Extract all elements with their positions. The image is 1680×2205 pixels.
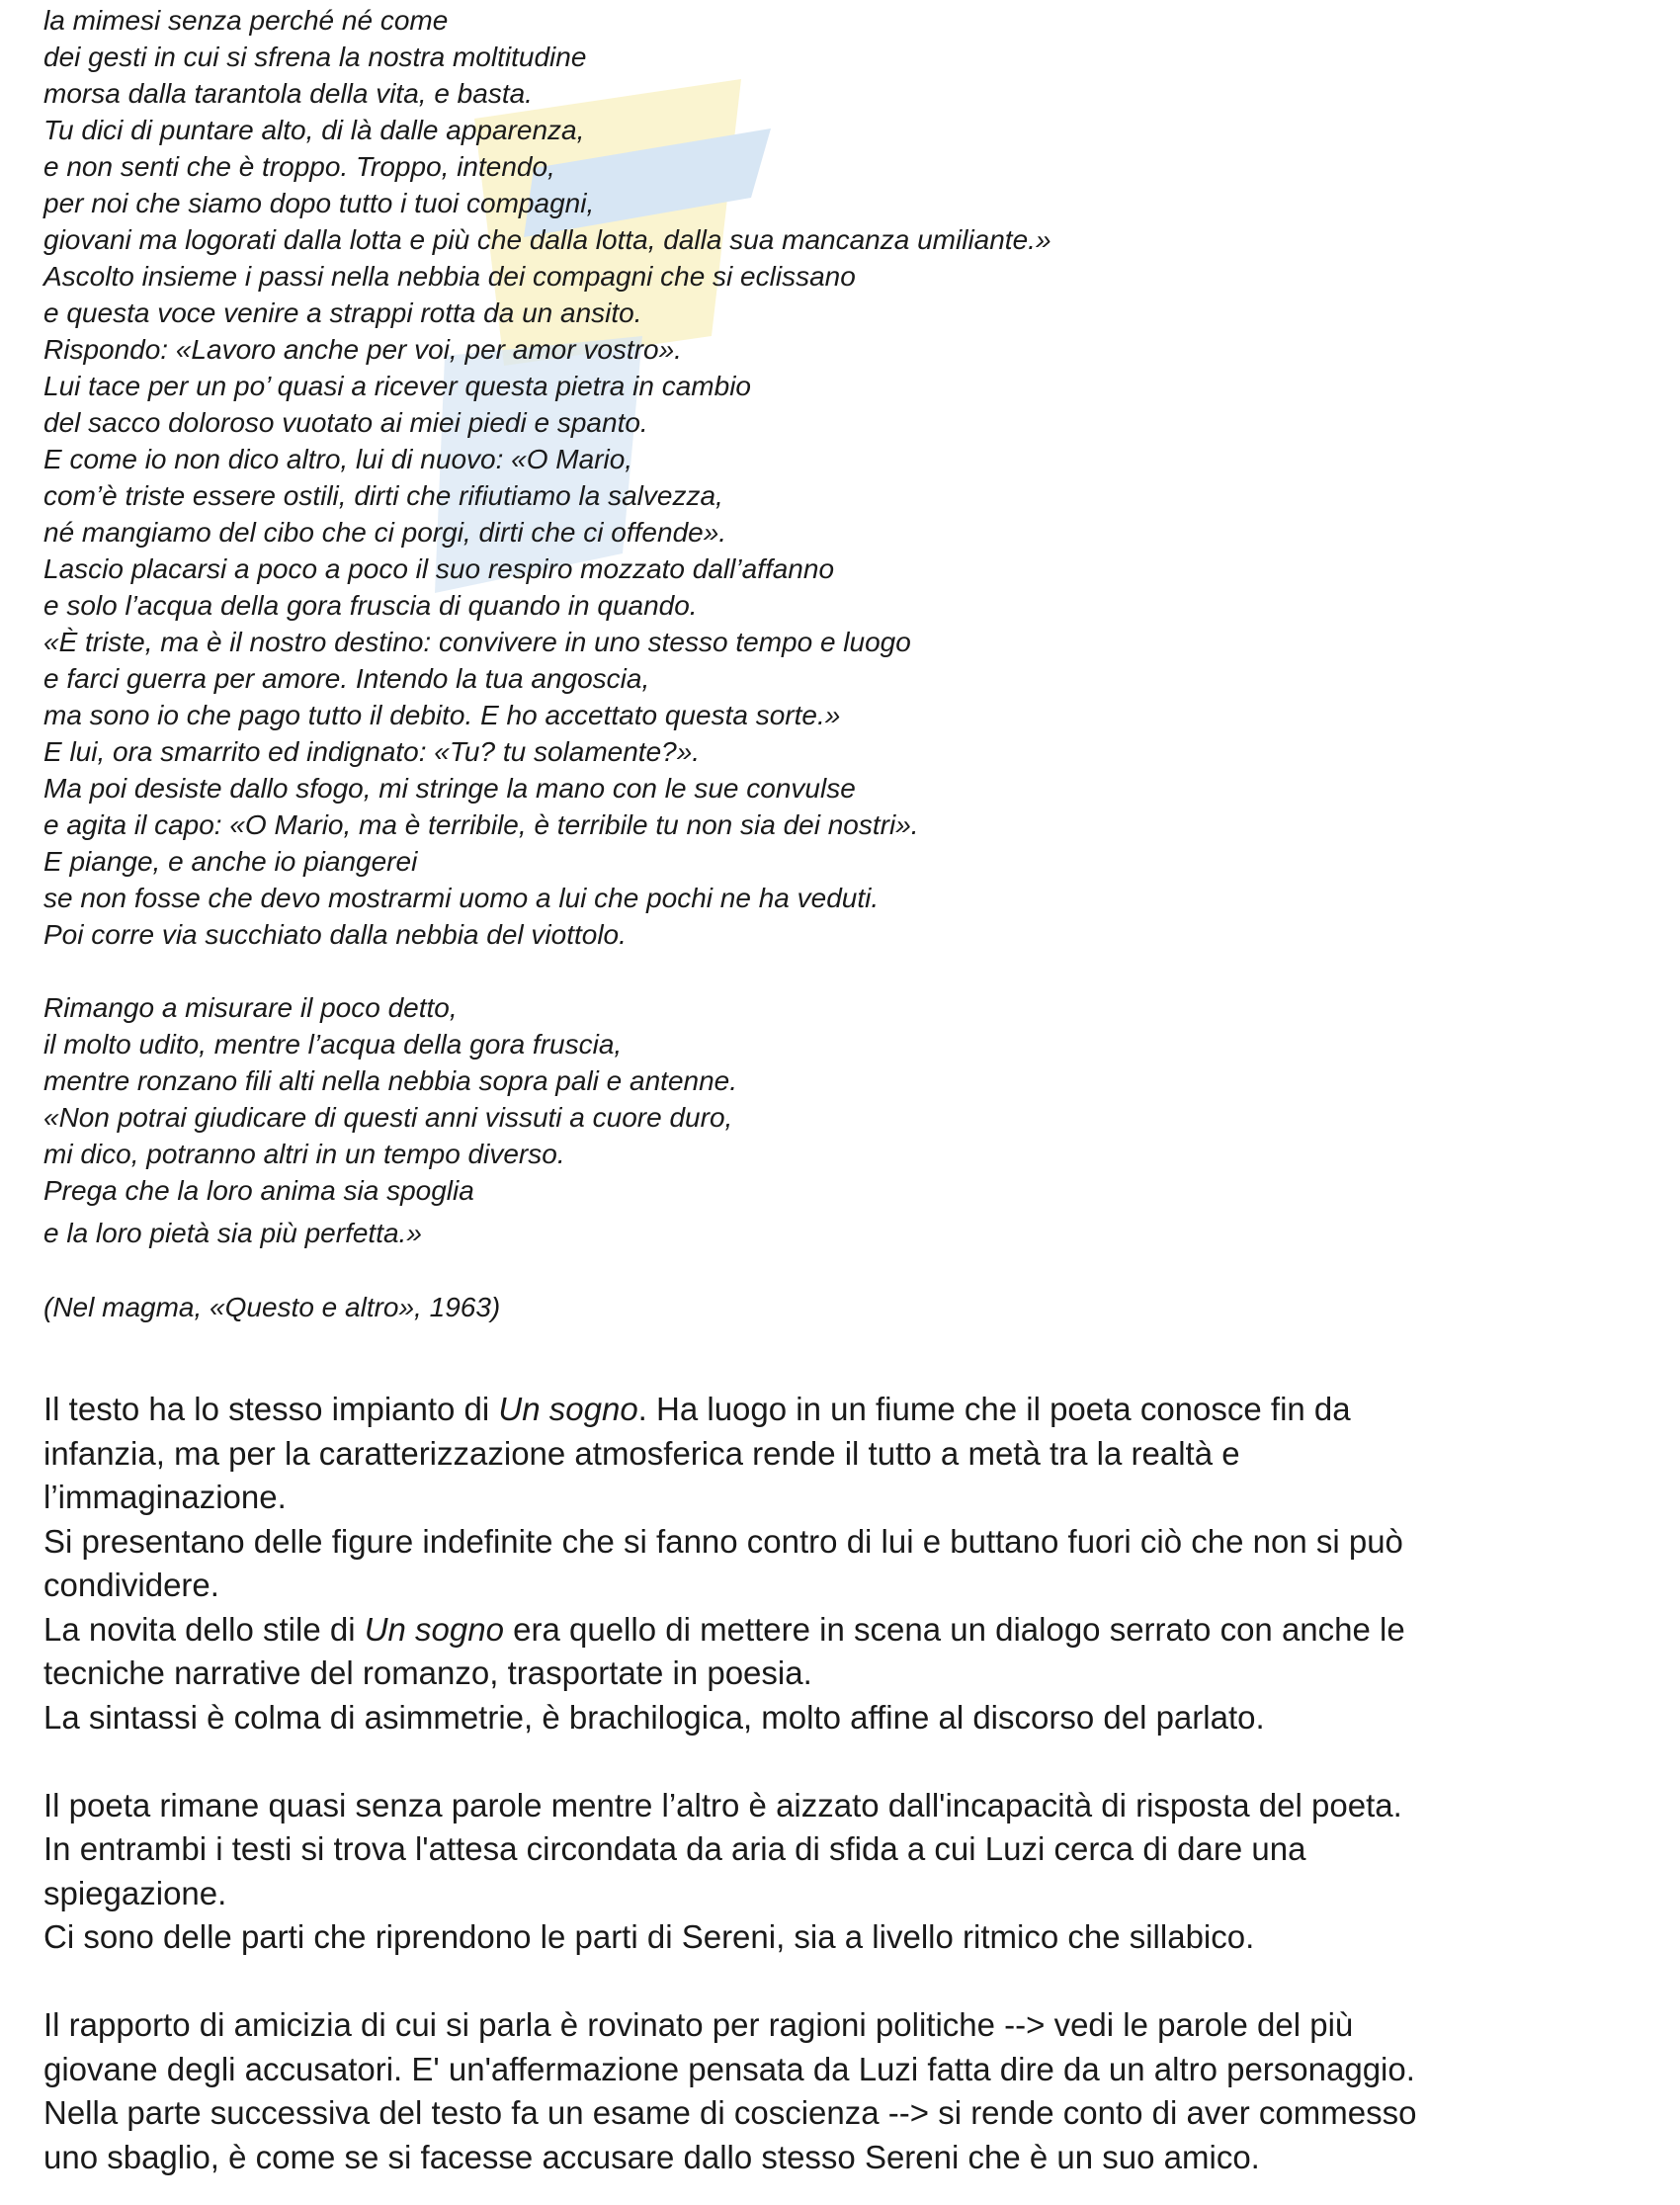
poem-line: Rimango a misurare il poco detto, <box>43 992 458 1023</box>
poem-line: Prega che la loro anima sia spoglia <box>43 1175 474 1206</box>
commentary-line: Nella parte successiva del testo fa un esame di coscienza --> si rende conto di aver commesso <box>43 2094 1417 2131</box>
poem-line: giovani ma logorati dalla lotta e più che dalla lotta, dalla sua mancanza umiliante.» <box>43 224 1051 255</box>
poem-line: del sacco doloroso vuotato ai miei piedi e spanto. <box>43 407 648 438</box>
poem-line: e agita il capo: «O Mario, ma è terribile, è terribile tu non sia dei nostri». <box>43 809 919 840</box>
poem-line: E piange, e anche io piangerei <box>43 846 418 877</box>
poem-line: Tu dici di puntare alto, di là dalle apparenza, <box>43 115 585 145</box>
poem-line: E come io non dico altro, lui di nuovo: «O Mario, <box>43 444 633 474</box>
poem-line: mentre ronzano fili alti nella nebbia sopra pali e antenne. <box>43 1065 738 1096</box>
poem-excerpt <box>43 2 1625 1327</box>
work-title: Un sogno <box>364 1610 504 1648</box>
poem-line: e questa voce venire a strappi rotta da un ansito. <box>43 297 642 328</box>
poem-line: né mangiamo del cibo che ci porgi, dirti che ci offende». <box>43 517 727 548</box>
poem-line: E lui, ora smarrito ed indignato: «Tu? tu solamente?». <box>43 736 701 767</box>
commentary-line: infanzia, ma per la caratterizzazione atmosferica rende il tutto a metà tra la realtà e <box>43 1434 1240 1472</box>
commentary-text-run: era quello di mettere in scena un dialogo serrato con anche le <box>503 1610 1405 1648</box>
paragraph-break <box>43 1960 1644 2004</box>
commentary-line: tecniche narrative del romanzo, trasportate in poesia. <box>43 1654 812 1691</box>
poem-line: e solo l’acqua della gora fruscia di quando in quando. <box>43 590 698 621</box>
poem-source-citation: (Nel magma, «Questo e altro», 1963) <box>43 1292 501 1322</box>
commentary-line: l’immaginazione. <box>43 1479 287 1515</box>
poem-line: Ascolto insieme i passi nella nebbia dei compagni che si eclissano <box>43 261 856 292</box>
stanza-break <box>43 953 1625 989</box>
commentary-line: spiegazione. <box>43 1874 227 1911</box>
commentary-line: Il rapporto di amicizia di cui si parla è rovinato per ragioni politiche --> vedi le parole del più <box>43 2006 1354 2043</box>
commentary-line: La sintassi è colma di asimmetrie, è brachilogica, molto affine al discorso del parlato. <box>43 1698 1265 1736</box>
commentary-line: condividere. <box>43 1567 219 1603</box>
commentary-line: Il poeta rimane quasi senza parole mentre l’altro è aizzato dall'incapacità di risposta del poeta. <box>43 1786 1402 1823</box>
commentary-text <box>43 1388 1644 2179</box>
poem-line: il molto udito, mentre l’acqua della gora fruscia, <box>43 1029 623 1060</box>
commentary-line: In entrambi i testi si trova l'attesa circondata da aria di sfida a cui Luzi cerca di dare una <box>43 1830 1306 1867</box>
commentary-line: giovane degli accusatori. E' un'affermazione pensata da Luzi fatta dire da un altro personaggio. <box>43 2050 1415 2087</box>
poem-line: e la loro pietà sia più perfetta.» <box>43 1218 422 1248</box>
poem-line: Rispondo: «Lavoro anche per voi, per amor vostro». <box>43 334 682 365</box>
commentary-text-run: Il testo ha lo stesso impianto di <box>43 1391 499 1427</box>
commentary-line: Si presentano delle figure indefinite che si fanno contro di lui e buttano fuori ciò che non si può <box>43 1522 1403 1560</box>
poem-line: e non senti che è troppo. Troppo, intendo, <box>43 151 555 182</box>
commentary-text-run: La novita dello stile di <box>43 1610 365 1648</box>
poem-line: «È triste, ma è il nostro destino: convivere in uno stesso tempo e luogo <box>43 627 911 657</box>
poem-line: la mimesi senza perché né come <box>43 5 449 36</box>
poem-line: e farci guerra per amore. Intendo la tua angoscia, <box>43 663 650 694</box>
poem-line: se non fosse che devo mostrarmi uomo a lui che pochi ne ha veduti. <box>43 883 880 913</box>
poem-line: «Non potrai giudicare di questi anni vissuti a cuore duro, <box>43 1102 733 1133</box>
poem-line: per noi che siamo dopo tutto i tuoi compagni, <box>43 188 595 218</box>
paragraph-break <box>43 1739 1644 1784</box>
poem-line: morsa dalla tarantola della vita, e basta. <box>43 78 533 109</box>
poem-line: com’è triste essere ostili, dirti che rifiutiamo la salvezza, <box>43 480 723 511</box>
commentary-line: uno sbaglio, è come se si facesse accusare dallo stesso Sereni che è un suo amico. <box>43 2138 1260 2175</box>
poem-line: Lascio placarsi a poco a poco il suo respiro mozzato dall’affanno <box>43 553 835 584</box>
poem-line: Ma poi desiste dallo sfogo, mi stringe la mano con le sue convulse <box>43 773 856 804</box>
commentary-line <box>43 1388 1644 1432</box>
commentary-line: Ci sono delle parti che riprendono le parti di Sereni, sia a livello ritmico che sillabico. <box>43 1918 1255 1955</box>
work-title: Un sogno <box>498 1391 638 1427</box>
poem-line: Poi corre via succhiato dalla nebbia del viottolo. <box>43 919 627 950</box>
commentary-line <box>43 1608 1644 1653</box>
commentary-text-run: . Ha luogo in un fiume che il poeta conosce fin da <box>637 1391 1351 1427</box>
poem-line: ma sono io che pago tutto il debito. E ho accettato questa sorte.» <box>43 700 841 730</box>
poem-line: mi dico, potranno altri in un tempo diverso. <box>43 1139 565 1169</box>
poem-line: dei gesti in cui si sfrena la nostra moltitudine <box>43 42 587 72</box>
poem-line: Lui tace per un po’ quasi a ricever questa pietra in cambio <box>43 371 751 401</box>
